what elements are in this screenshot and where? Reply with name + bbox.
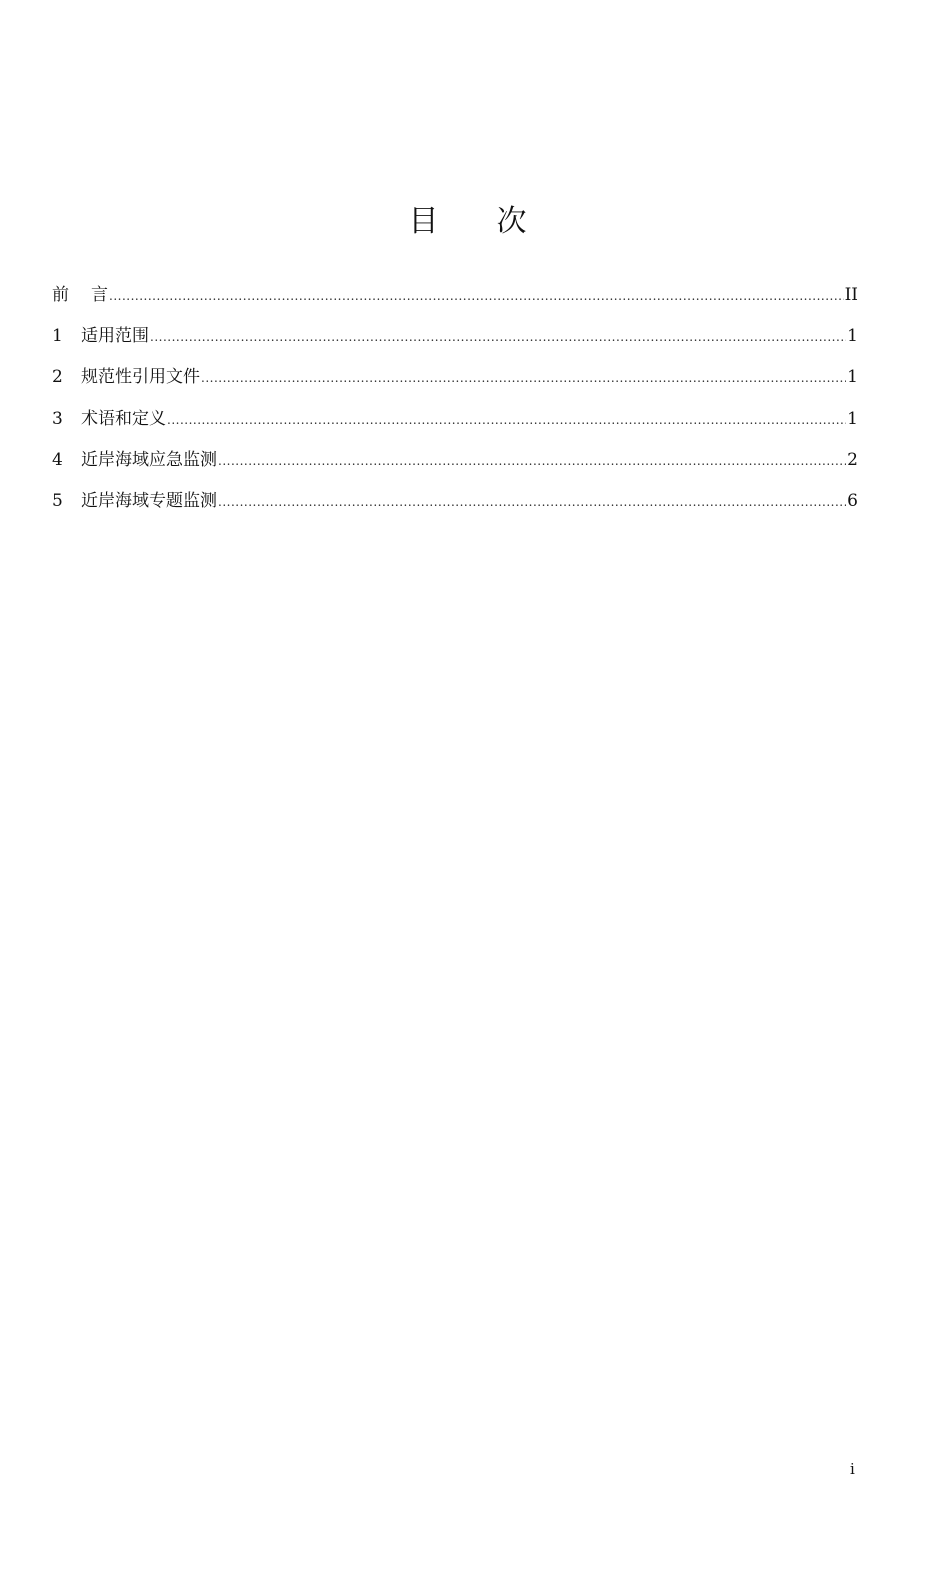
toc-entry-title: 适用范围 (81, 326, 149, 347)
toc-title-char-2: 次 (496, 204, 527, 239)
toc-entry-title: 术语和定义 (81, 408, 166, 429)
toc-entry-section-4[interactable] (52, 440, 858, 481)
footer-page-number: i (850, 1460, 855, 1478)
toc-leader-dots (218, 441, 846, 482)
toc-entry-number: 4 (52, 449, 63, 470)
toc-entry-preface[interactable] (52, 275, 858, 316)
toc-entry-section-1[interactable] (52, 316, 858, 357)
toc-entry-number: 3 (52, 408, 63, 429)
toc-entry-page: 2 (847, 449, 858, 470)
toc-entry-page: II (844, 285, 858, 305)
toc-entry-title-part-2: 言 (91, 285, 108, 305)
toc-entry-title: 近岸海域应急监测 (81, 449, 217, 470)
toc-entry-page: 6 (847, 490, 858, 511)
toc-entry-section-2[interactable] (52, 357, 858, 398)
toc-leader-dots (150, 317, 846, 358)
toc-leader-dots (167, 400, 846, 441)
toc-entry-section-5[interactable] (52, 481, 858, 522)
toc-entry-section-3[interactable] (52, 399, 858, 440)
toc-entry-title: 近岸海域专题监测 (81, 490, 217, 511)
toc-entry-number: 5 (52, 490, 63, 511)
toc-leader-dots (109, 276, 844, 317)
toc-entry-page: 1 (847, 326, 858, 347)
toc-leader-dots (218, 482, 846, 523)
toc-title (0, 200, 935, 244)
toc-entry-title-part-1: 前 (52, 285, 69, 305)
toc-entry-title: 规范性引用文件 (81, 367, 200, 388)
toc-entry-page: 1 (847, 367, 858, 388)
toc-entry-number: 2 (52, 367, 63, 388)
toc-entry-number: 1 (52, 326, 63, 347)
toc-list (52, 275, 858, 522)
toc-entry-title (52, 275, 108, 316)
toc-entry-page: 1 (847, 408, 858, 429)
toc-title-char-1: 目 (408, 204, 439, 239)
toc-leader-dots (201, 358, 846, 399)
